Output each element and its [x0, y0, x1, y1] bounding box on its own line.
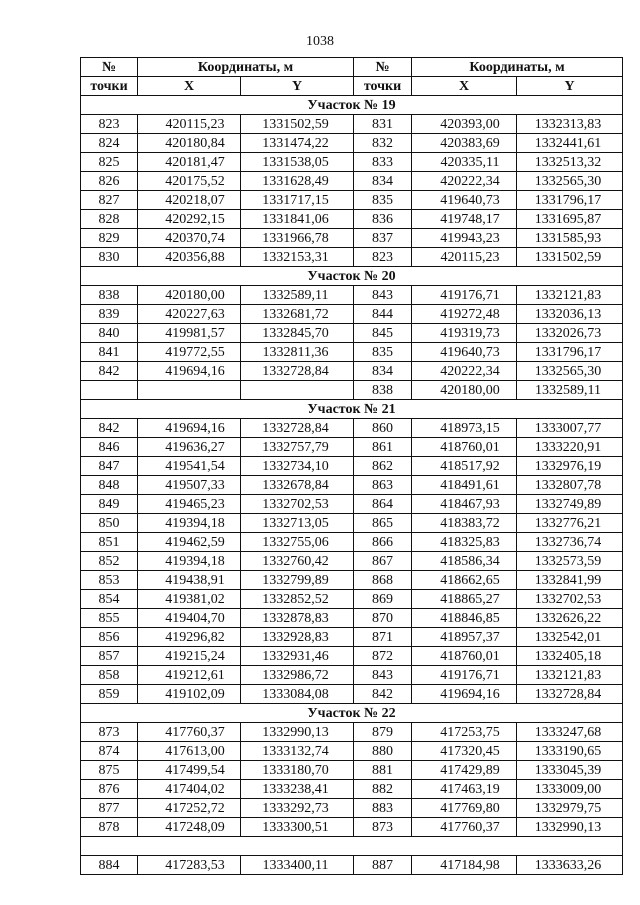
point-no-left-cell: 857 — [81, 647, 138, 666]
y-left-cell: 1332799,89 — [241, 571, 354, 590]
point-no-left-cell: 827 — [81, 191, 138, 210]
y-right-cell: 1332749,89 — [517, 495, 623, 514]
point-no-right-cell: 887 — [354, 856, 412, 875]
y-right-cell: 1332589,11 — [517, 381, 623, 400]
y-right-cell: 1333045,39 — [517, 761, 623, 780]
y-right-cell: 1331585,93 — [517, 229, 623, 248]
table-header — [81, 58, 623, 96]
no-header-left: № — [81, 58, 138, 77]
y-left-cell: 1332728,84 — [241, 362, 354, 381]
y-left-cell: 1331538,05 — [241, 153, 354, 172]
point-no-left-cell: 853 — [81, 571, 138, 590]
table-row — [81, 172, 623, 191]
x-left-cell: 419694,16 — [138, 419, 241, 438]
point-no-right-cell: 872 — [354, 647, 412, 666]
table-row — [81, 799, 623, 818]
y-right-cell: 1332573,59 — [517, 552, 623, 571]
point-no-right-cell: 869 — [354, 590, 412, 609]
section-row — [81, 96, 623, 115]
x-left-cell: 417248,09 — [138, 818, 241, 837]
y-right-cell: 1332542,01 — [517, 628, 623, 647]
y-right-cell: 1332036,13 — [517, 305, 623, 324]
x-right-cell: 420335,11 — [412, 153, 517, 172]
point-header-left: точки — [81, 77, 138, 96]
table-row — [81, 590, 623, 609]
x-left-cell: 420370,74 — [138, 229, 241, 248]
x-left-cell: 419438,91 — [138, 571, 241, 590]
y-right-cell: 1332976,19 — [517, 457, 623, 476]
y-left-cell: 1333292,73 — [241, 799, 354, 818]
x-right-cell: 418760,01 — [412, 647, 517, 666]
point-no-right-cell: 881 — [354, 761, 412, 780]
point-no-right-cell: 843 — [354, 286, 412, 305]
table-row — [81, 818, 623, 837]
y-right-cell: 1332565,30 — [517, 172, 623, 191]
y-right-cell: 1332990,13 — [517, 818, 623, 837]
point-no-left-cell: 874 — [81, 742, 138, 761]
x-left-cell: 417404,02 — [138, 780, 241, 799]
y-right-cell: 1332565,30 — [517, 362, 623, 381]
point-no-right-cell: 870 — [354, 609, 412, 628]
point-no-left-cell: 849 — [81, 495, 138, 514]
y-left-cell: 1332757,79 — [241, 438, 354, 457]
y-right-cell: 1332626,22 — [517, 609, 623, 628]
table-row — [81, 343, 623, 362]
y-left-cell: 1332728,84 — [241, 419, 354, 438]
x-left-cell: 420218,07 — [138, 191, 241, 210]
x-right-cell: 420222,34 — [412, 172, 517, 191]
point-no-left-cell: 850 — [81, 514, 138, 533]
x-right-cell: 419748,17 — [412, 210, 517, 229]
x-right-cell: 419176,71 — [412, 286, 517, 305]
table-row — [81, 134, 623, 153]
y-left-cell: 1332702,53 — [241, 495, 354, 514]
table-row — [81, 571, 623, 590]
point-no-left-cell: 859 — [81, 685, 138, 704]
x-right-cell: 418467,93 — [412, 495, 517, 514]
x-left-cell: 419507,33 — [138, 476, 241, 495]
point-no-left-cell: 848 — [81, 476, 138, 495]
x-left-cell: 419212,61 — [138, 666, 241, 685]
point-no-left-cell: 847 — [81, 457, 138, 476]
point-no-left-cell: 876 — [81, 780, 138, 799]
table-row — [81, 780, 623, 799]
coords-header-right: Координаты, м — [412, 58, 623, 77]
y-right-cell: 1332441,61 — [517, 134, 623, 153]
table-row — [81, 381, 623, 400]
table-row — [81, 115, 623, 134]
point-no-left-cell: 824 — [81, 134, 138, 153]
table-row — [81, 628, 623, 647]
x-right-cell: 417760,37 — [412, 818, 517, 837]
x-left-cell: 417499,54 — [138, 761, 241, 780]
x-left-cell: 419102,09 — [138, 685, 241, 704]
y-left-cell: 1332986,72 — [241, 666, 354, 685]
y-left-cell: 1331966,78 — [241, 229, 354, 248]
point-no-right-cell: 823 — [354, 248, 412, 267]
table-row — [81, 647, 623, 666]
point-no-right-cell: 834 — [354, 362, 412, 381]
x-right-cell: 418383,72 — [412, 514, 517, 533]
y-header-right: Y — [517, 77, 623, 96]
point-no-right-cell: 845 — [354, 324, 412, 343]
point-no-right-cell: 879 — [354, 723, 412, 742]
x-right-cell: 419176,71 — [412, 666, 517, 685]
point-no-left-cell: 877 — [81, 799, 138, 818]
point-no-right-cell: 880 — [354, 742, 412, 761]
point-no-left-cell: 825 — [81, 153, 138, 172]
table-row — [81, 609, 623, 628]
x-left-cell: 419394,18 — [138, 552, 241, 571]
section-title: Участок № 20 — [81, 267, 623, 286]
x-right-cell: 417253,75 — [412, 723, 517, 742]
point-no-left-cell: 828 — [81, 210, 138, 229]
y-right-cell: 1333633,26 — [517, 856, 623, 875]
point-no-left-cell: 830 — [81, 248, 138, 267]
point-no-right-cell: 844 — [354, 305, 412, 324]
y-right-cell: 1331695,87 — [517, 210, 623, 229]
table-row — [81, 742, 623, 761]
y-left-cell: 1332811,36 — [241, 343, 354, 362]
table-row — [81, 191, 623, 210]
x-left-cell: 420175,52 — [138, 172, 241, 191]
x-left-cell: 420180,00 — [138, 286, 241, 305]
point-no-right-cell: 864 — [354, 495, 412, 514]
y-right-cell: 1332121,83 — [517, 666, 623, 685]
point-no-right-cell: 883 — [354, 799, 412, 818]
page-number: 1038 — [306, 34, 334, 49]
point-no-left-cell: 842 — [81, 419, 138, 438]
point-no-left-cell: 826 — [81, 172, 138, 191]
y-right-cell: 1332313,83 — [517, 115, 623, 134]
table-row — [81, 723, 623, 742]
x-left-cell: 420292,15 — [138, 210, 241, 229]
separator-row — [81, 837, 623, 856]
point-no-right-cell: 861 — [354, 438, 412, 457]
point-no-left-cell — [81, 381, 138, 400]
point-no-left-cell: 841 — [81, 343, 138, 362]
y-right-cell: 1331502,59 — [517, 248, 623, 267]
x-right-cell: 417320,45 — [412, 742, 517, 761]
x-left-cell: 419381,02 — [138, 590, 241, 609]
x-left-cell: 419462,59 — [138, 533, 241, 552]
x-left-cell: 420356,88 — [138, 248, 241, 267]
table-row — [81, 438, 623, 457]
point-no-right-cell: 862 — [354, 457, 412, 476]
point-no-right-cell: 836 — [354, 210, 412, 229]
x-left-cell: 420227,63 — [138, 305, 241, 324]
point-no-left-cell: 842 — [81, 362, 138, 381]
x-left-cell: 419772,55 — [138, 343, 241, 362]
y-right-cell: 1331796,17 — [517, 343, 623, 362]
table-row — [81, 457, 623, 476]
table-row — [81, 362, 623, 381]
x-right-cell: 419943,23 — [412, 229, 517, 248]
x-left-cell: 417252,72 — [138, 799, 241, 818]
coordinates-table — [80, 57, 623, 875]
point-no-right-cell: 843 — [354, 666, 412, 685]
point-no-right-cell: 868 — [354, 571, 412, 590]
y-left-cell: 1333084,08 — [241, 685, 354, 704]
point-no-right-cell: 842 — [354, 685, 412, 704]
y-right-cell: 1332841,99 — [517, 571, 623, 590]
point-no-right-cell: 865 — [354, 514, 412, 533]
y-right-cell: 1333247,68 — [517, 723, 623, 742]
section-title: Участок № 21 — [81, 400, 623, 419]
y-right-cell: 1332979,75 — [517, 799, 623, 818]
section-row — [81, 704, 623, 723]
table-row — [81, 305, 623, 324]
y-left-cell: 1333180,70 — [241, 761, 354, 780]
table-row — [81, 210, 623, 229]
x-right-cell: 418662,65 — [412, 571, 517, 590]
table-row — [81, 229, 623, 248]
point-no-right-cell: 834 — [354, 172, 412, 191]
x-right-cell: 418973,15 — [412, 419, 517, 438]
table-row — [81, 324, 623, 343]
y-right-cell: 1331796,17 — [517, 191, 623, 210]
point-no-left-cell: 858 — [81, 666, 138, 685]
x-right-cell: 420383,69 — [412, 134, 517, 153]
table-row — [81, 666, 623, 685]
point-no-left-cell: 823 — [81, 115, 138, 134]
table-row — [81, 248, 623, 267]
section-title: Участок № 22 — [81, 704, 623, 723]
point-no-right-cell: 837 — [354, 229, 412, 248]
x-left-cell: 419215,24 — [138, 647, 241, 666]
point-no-left-cell: 829 — [81, 229, 138, 248]
x-right-cell: 419272,48 — [412, 305, 517, 324]
x-right-cell: 418325,83 — [412, 533, 517, 552]
x-right-cell: 417429,89 — [412, 761, 517, 780]
x-right-cell: 420393,00 — [412, 115, 517, 134]
y-left-cell: 1331474,22 — [241, 134, 354, 153]
point-no-right-cell: 873 — [354, 818, 412, 837]
y-left-cell: 1331841,06 — [241, 210, 354, 229]
table-row — [81, 495, 623, 514]
point-no-right-cell: 866 — [354, 533, 412, 552]
y-left-cell: 1333400,11 — [241, 856, 354, 875]
table-row — [81, 533, 623, 552]
y-left-cell: 1332589,11 — [241, 286, 354, 305]
y-left-cell: 1332734,10 — [241, 457, 354, 476]
y-left-cell: 1333300,51 — [241, 818, 354, 837]
x-left-cell: 419465,23 — [138, 495, 241, 514]
x-right-cell: 418865,27 — [412, 590, 517, 609]
x-left-cell: 419694,16 — [138, 362, 241, 381]
point-no-right-cell: 832 — [354, 134, 412, 153]
y-left-cell: 1332878,83 — [241, 609, 354, 628]
point-no-right-cell: 835 — [354, 191, 412, 210]
y-left-cell: 1332931,46 — [241, 647, 354, 666]
y-left-cell: 1332681,72 — [241, 305, 354, 324]
x-left-cell: 417283,53 — [138, 856, 241, 875]
coords-header-left: Координаты, м — [138, 58, 354, 77]
table-row — [81, 419, 623, 438]
section-title: Участок № 19 — [81, 96, 623, 115]
point-no-left-cell: 852 — [81, 552, 138, 571]
table-row — [81, 476, 623, 495]
y-right-cell: 1333220,91 — [517, 438, 623, 457]
point-no-right-cell: 835 — [354, 343, 412, 362]
y-right-cell: 1332121,83 — [517, 286, 623, 305]
separator-cell — [81, 837, 623, 856]
y-left-cell: 1332713,05 — [241, 514, 354, 533]
x-right-cell: 418760,01 — [412, 438, 517, 457]
y-left-cell: 1332760,42 — [241, 552, 354, 571]
x-left-cell: 417760,37 — [138, 723, 241, 742]
y-left-cell: 1332153,31 — [241, 248, 354, 267]
table-row — [81, 153, 623, 172]
x-right-cell: 417184,98 — [412, 856, 517, 875]
table-row — [81, 856, 623, 875]
y-right-cell: 1333190,65 — [517, 742, 623, 761]
x-right-cell: 420115,23 — [412, 248, 517, 267]
point-no-right-cell: 867 — [354, 552, 412, 571]
y-right-cell: 1332513,32 — [517, 153, 623, 172]
x-left-cell: 419404,70 — [138, 609, 241, 628]
x-right-cell: 418491,61 — [412, 476, 517, 495]
x-left-cell: 417613,00 — [138, 742, 241, 761]
x-left-cell: 419541,54 — [138, 457, 241, 476]
y-left-cell: 1332845,70 — [241, 324, 354, 343]
point-no-left-cell: 855 — [81, 609, 138, 628]
point-no-right-cell: 838 — [354, 381, 412, 400]
y-right-cell: 1332776,21 — [517, 514, 623, 533]
y-left-cell: 1331628,49 — [241, 172, 354, 191]
point-no-left-cell: 875 — [81, 761, 138, 780]
y-right-cell: 1333007,77 — [517, 419, 623, 438]
x-right-cell: 419640,73 — [412, 343, 517, 362]
x-right-cell: 419640,73 — [412, 191, 517, 210]
point-no-left-cell: 840 — [81, 324, 138, 343]
y-right-cell: 1332728,84 — [517, 685, 623, 704]
x-right-cell: 418517,92 — [412, 457, 517, 476]
y-left-cell — [241, 381, 354, 400]
point-no-left-cell: 846 — [81, 438, 138, 457]
point-no-right-cell: 882 — [354, 780, 412, 799]
y-left-cell: 1332928,83 — [241, 628, 354, 647]
point-no-left-cell: 878 — [81, 818, 138, 837]
y-left-cell: 1333132,74 — [241, 742, 354, 761]
point-no-left-cell: 838 — [81, 286, 138, 305]
point-header-right: точки — [354, 77, 412, 96]
point-no-left-cell: 839 — [81, 305, 138, 324]
y-left-cell: 1333238,41 — [241, 780, 354, 799]
y-right-cell: 1332702,53 — [517, 590, 623, 609]
point-no-right-cell: 863 — [354, 476, 412, 495]
table-body — [81, 96, 623, 875]
table-row — [81, 286, 623, 305]
point-no-left-cell: 854 — [81, 590, 138, 609]
x-left-cell: 420180,84 — [138, 134, 241, 153]
point-no-left-cell: 884 — [81, 856, 138, 875]
y-left-cell: 1331502,59 — [241, 115, 354, 134]
table-row — [81, 685, 623, 704]
y-right-cell: 1332405,18 — [517, 647, 623, 666]
x-right-cell: 420222,34 — [412, 362, 517, 381]
no-header-right: № — [354, 58, 412, 77]
x-right-cell: 418957,37 — [412, 628, 517, 647]
x-right-cell: 417769,80 — [412, 799, 517, 818]
point-no-right-cell: 831 — [354, 115, 412, 134]
section-row — [81, 400, 623, 419]
x-left-cell: 420115,23 — [138, 115, 241, 134]
y-left-cell: 1331717,15 — [241, 191, 354, 210]
x-left-cell: 419636,27 — [138, 438, 241, 457]
y-header-left: Y — [241, 77, 354, 96]
table-row — [81, 514, 623, 533]
x-right-cell: 419319,73 — [412, 324, 517, 343]
y-left-cell: 1332755,06 — [241, 533, 354, 552]
x-left-cell — [138, 381, 241, 400]
x-left-cell: 419296,82 — [138, 628, 241, 647]
point-no-left-cell: 873 — [81, 723, 138, 742]
point-no-right-cell: 860 — [354, 419, 412, 438]
point-no-left-cell: 856 — [81, 628, 138, 647]
x-left-cell: 419981,57 — [138, 324, 241, 343]
y-right-cell: 1332026,73 — [517, 324, 623, 343]
x-right-cell: 418586,34 — [412, 552, 517, 571]
x-header-right: X — [412, 77, 517, 96]
x-right-cell: 418846,85 — [412, 609, 517, 628]
y-right-cell: 1332736,74 — [517, 533, 623, 552]
y-left-cell: 1332852,52 — [241, 590, 354, 609]
y-left-cell: 1332990,13 — [241, 723, 354, 742]
point-no-right-cell: 871 — [354, 628, 412, 647]
table-row — [81, 761, 623, 780]
y-right-cell: 1332807,78 — [517, 476, 623, 495]
x-right-cell: 420180,00 — [412, 381, 517, 400]
x-left-cell: 420181,47 — [138, 153, 241, 172]
point-no-left-cell: 851 — [81, 533, 138, 552]
x-header-left: X — [138, 77, 241, 96]
section-row — [81, 267, 623, 286]
x-right-cell: 419694,16 — [412, 685, 517, 704]
y-left-cell: 1332678,84 — [241, 476, 354, 495]
x-left-cell: 419394,18 — [138, 514, 241, 533]
x-right-cell: 417463,19 — [412, 780, 517, 799]
y-right-cell: 1333009,00 — [517, 780, 623, 799]
table-row — [81, 552, 623, 571]
point-no-right-cell: 833 — [354, 153, 412, 172]
